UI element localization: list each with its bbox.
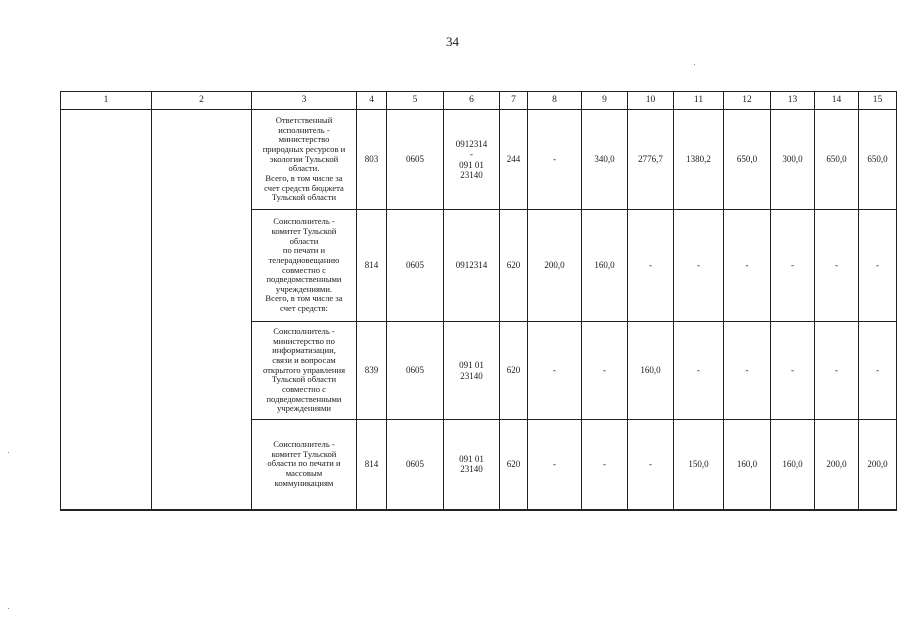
cell-value: - — [582, 420, 628, 510]
cell-value: 650,0 — [859, 110, 897, 210]
row-description — [252, 110, 357, 210]
column-header: 4 — [357, 92, 387, 110]
column-header: 11 — [674, 92, 724, 110]
desc-line: Соисполнитель - — [273, 439, 335, 450]
cell-admin-code: 803 — [357, 110, 387, 210]
cell-value: - — [815, 322, 859, 420]
code-line: 23140 — [460, 370, 483, 381]
desc-line: подведомственными — [266, 393, 342, 404]
cell-value: - — [771, 322, 815, 420]
desc-line: счет средств: — [280, 303, 328, 313]
desc-line: министерство — [278, 134, 330, 145]
column-header: 8 — [528, 92, 582, 110]
cell-value: - — [724, 322, 771, 420]
desc-line: совместно с — [282, 264, 326, 275]
cell-value: - — [674, 210, 724, 322]
desc-line: исполнитель - — [278, 124, 330, 135]
desc-line: области — [289, 235, 319, 246]
cell-value: 160,0 — [582, 210, 628, 322]
column-header: 13 — [771, 92, 815, 110]
desc-line: области по печати и — [267, 458, 341, 469]
cell-value: 1380,2 — [674, 110, 724, 210]
code-line: 0912314 — [455, 138, 488, 149]
desc-line: массовым — [285, 468, 323, 479]
scan-speck — [694, 64, 695, 65]
row-description — [252, 420, 357, 510]
code-line: 23140 — [460, 464, 483, 475]
desc-line: учреждениями — [276, 403, 332, 414]
desc-line: комитет Тульской — [271, 226, 337, 236]
merged-cell-col-2 — [152, 110, 252, 510]
cell-expense-type: 620 — [500, 210, 528, 322]
cell-value: - — [628, 210, 674, 322]
desc-line: Тульской области — [271, 374, 337, 385]
cell-value: 200,0 — [859, 420, 897, 510]
column-header: 3 — [252, 92, 357, 110]
cell-value: 200,0 — [815, 420, 859, 510]
scan-speck — [8, 452, 9, 453]
cell-value: - — [724, 210, 771, 322]
code-line: 091 01 — [459, 360, 484, 371]
cell-target-code — [444, 210, 500, 322]
code-line: 091 01 — [459, 453, 484, 464]
cell-value: - — [859, 322, 897, 420]
column-header: 10 — [628, 92, 674, 110]
cell-value: 2776,7 — [628, 110, 674, 210]
cell-value: - — [528, 322, 582, 420]
cell-value: - — [859, 210, 897, 322]
cell-target-code — [444, 322, 500, 420]
cell-expense-type: 244 — [500, 110, 528, 210]
row-description — [252, 322, 357, 420]
desc-line: Соисполнитель - — [273, 216, 335, 227]
column-header: 14 — [815, 92, 859, 110]
desc-line: по печати и — [282, 245, 326, 256]
cell-value: 160,0 — [628, 322, 674, 420]
cell-value: 160,0 — [771, 420, 815, 510]
cell-value: 300,0 — [771, 110, 815, 210]
desc-line: информатизации, — [272, 345, 336, 356]
cell-value: - — [771, 210, 815, 322]
desc-line: Соисполнитель - — [273, 326, 335, 337]
cell-expense-type: 620 — [500, 322, 528, 420]
column-header: 6 — [444, 92, 500, 110]
cell-target-code — [444, 420, 500, 510]
cell-value: 650,0 — [815, 110, 859, 210]
desc-line: министерство по — [273, 335, 335, 346]
desc-line: Тульской области — [271, 192, 337, 203]
cell-target-code — [444, 110, 500, 210]
cell-value: 650,0 — [724, 110, 771, 210]
desc-line: Всего, в том числе за — [265, 293, 343, 304]
column-header: 15 — [859, 92, 897, 110]
code-line: 091 01 — [459, 159, 484, 170]
column-header: 7 — [500, 92, 528, 110]
column-header: 5 — [387, 92, 444, 110]
cell-expense-type: 620 — [500, 420, 528, 510]
desc-line: связи и вопросам — [272, 355, 336, 366]
cell-value: 340,0 — [582, 110, 628, 210]
cell-value: - — [582, 322, 628, 420]
cell-value: - — [815, 210, 859, 322]
cell-value: 150,0 — [674, 420, 724, 510]
desc-line: счет средств бюджета — [264, 182, 344, 193]
code-line: 0912314 — [455, 260, 488, 271]
cell-value: 160,0 — [724, 420, 771, 510]
desc-line: открытого управления — [262, 364, 346, 375]
desc-line: области. — [288, 163, 320, 174]
cell-admin-code: 814 — [357, 420, 387, 510]
cell-value: - — [528, 420, 582, 510]
desc-line: Ответственный — [275, 115, 333, 126]
column-header: 12 — [724, 92, 771, 110]
cell-value: - — [674, 322, 724, 420]
merged-cell-col-1 — [61, 110, 152, 510]
cell-value: - — [528, 110, 582, 210]
desc-line: совместно с — [282, 383, 326, 394]
desc-line: природных ресурсов и — [262, 144, 346, 155]
row-description — [252, 210, 357, 322]
cell-section-code: 0605 — [387, 420, 444, 510]
desc-line: коммуникациям — [274, 477, 334, 488]
code-line: 23140 — [460, 169, 483, 180]
cell-admin-code: 839 — [357, 322, 387, 420]
cell-value: 200,0 — [528, 210, 582, 322]
column-header: 2 — [152, 92, 252, 110]
budget-table — [60, 91, 897, 511]
cell-value: - — [628, 420, 674, 510]
desc-line: подведомственными — [266, 274, 342, 285]
desc-line: экологии Тульской — [269, 153, 339, 164]
desc-line: телерадиовещанию — [268, 254, 340, 265]
cell-section-code: 0605 — [387, 110, 444, 210]
page-number: 34 — [446, 34, 459, 49]
header-row — [61, 92, 897, 110]
code-line: - — [470, 149, 473, 160]
column-header: 1 — [61, 92, 152, 110]
cell-admin-code: 814 — [357, 210, 387, 322]
desc-line: учреждениями. — [275, 283, 333, 294]
desc-line: комитет Тульской — [271, 448, 337, 459]
column-header: 9 — [582, 92, 628, 110]
cell-section-code: 0605 — [387, 210, 444, 322]
desc-line: Всего, в том числе за — [265, 172, 343, 183]
table-row — [61, 110, 897, 210]
cell-section-code: 0605 — [387, 322, 444, 420]
scan-speck — [8, 608, 9, 609]
